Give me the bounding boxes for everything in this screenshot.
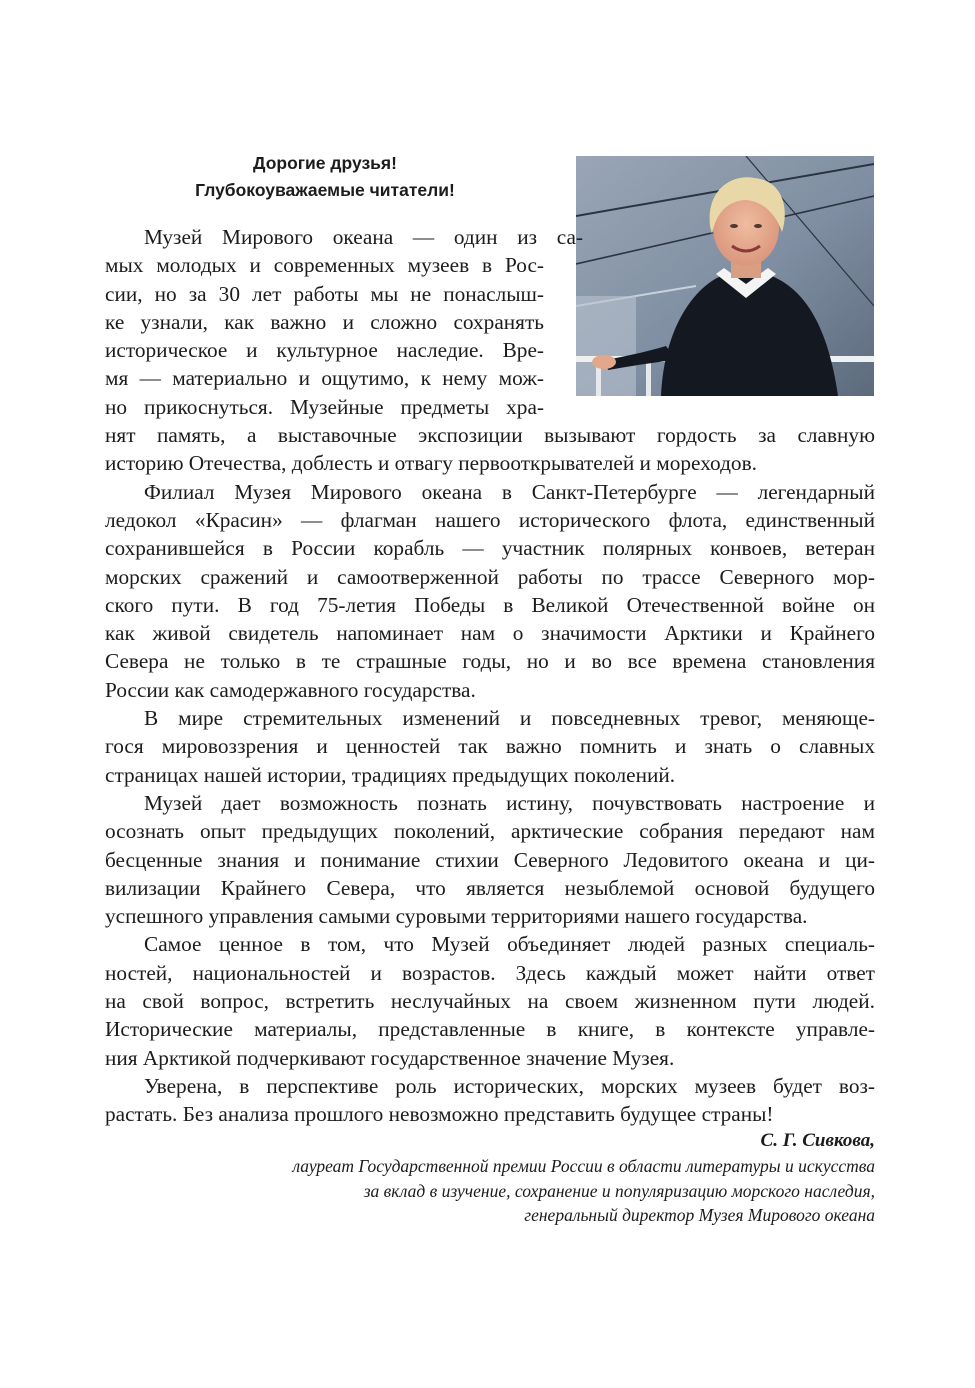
text-line: морских сражений и самоотверженной работы по трассе Северного мор- <box>105 564 875 589</box>
greeting-line-2: Глубокоуважаемые читатели! <box>195 180 455 200</box>
text-line: Исторические материалы, представленные в книге, в контексте управле- <box>105 1017 875 1042</box>
text-line: Музей дает возможность познать истину, почувствовать настроение и <box>144 790 875 815</box>
text-line: успешного управления самыми суровыми территориями нашего государства. <box>105 904 808 929</box>
text-line: ния Арктикой подчеркивают государственное значение Музея. <box>105 1045 675 1070</box>
signature-title-line: лауреат Государственной премии России в области литературы и искусства <box>292 1156 875 1176</box>
text-line: но прикоснуться. Музейные предметы хра- <box>105 394 544 419</box>
text-line: Филиал Музея Мирового океана в Санкт-Петербурге — легендарный <box>144 479 875 504</box>
text-line: вилизации Крайнего Севера, что является незыблемой основой будущего <box>105 875 875 900</box>
text-line: России как самодержавного государства. <box>105 677 476 702</box>
text-line: бесценные знания и понимание стихии Северного Ледовитого океана и ци- <box>105 847 875 872</box>
text-line: сии, но за 30 лет работы мы не понаслыш- <box>105 281 544 306</box>
letter-body <box>105 223 875 1129</box>
text-line: Уверена, в перспективе роль исторических, морских музеев будет воз- <box>144 1073 875 1098</box>
text-line: мя — материально и ощутимо, к нему мож- <box>105 366 544 391</box>
text-line: ледокол «Красин» — флагман нашего исторического флота, единственный <box>105 507 875 532</box>
text-line: историю Отечества, доблесть и отвагу первооткрывателей и мореходов. <box>105 451 757 476</box>
signature-title-line: за вклад в изучение, сохранение и популяризацию морского наследия, <box>363 1180 875 1201</box>
signature-title-line: генеральный директор Музея Мирового океана <box>524 1205 875 1225</box>
text-line: Самое ценное в том, что Музей объединяет людей разных специаль- <box>144 932 875 957</box>
signature-name: С. Г. Сивкова, <box>760 1130 875 1151</box>
text-line: осознать опыт предыдущих поколений, арктические собрания передают нам <box>105 819 875 844</box>
text-line: нят память, а выставочные экспозиции вызывают гордость за славную <box>105 423 875 448</box>
text-line: историческое и культурное наследие. Вре- <box>105 338 544 363</box>
signature-block <box>115 1128 875 1228</box>
greeting-heading <box>105 150 545 204</box>
text-line: гося мировоззрения и ценностей так важно помнить и знать о славных <box>105 734 875 759</box>
greeting-line-1: Дорогие друзья! <box>253 153 397 173</box>
text-line: ностей, национальностей и возрастов. Здесь каждый может найти ответ <box>105 960 875 985</box>
text-line: растать. Без анализа прошлого невозможно представить будущее страны! <box>105 1102 774 1127</box>
text-line: ского пути. В год 75-летия Победы в Великой Отечественной войне он <box>105 592 875 617</box>
text-line: Севера не только в те страшные годы, но и во все времена становления <box>105 649 875 674</box>
text-line: на свой вопрос, встретить неслучайных на своем жизненном пути людей. <box>105 989 875 1014</box>
text-line: мых молодых и современных музеев в Рос- <box>105 253 544 278</box>
text-line: страницах нашей истории, традициях предыдущих поколений. <box>105 762 676 787</box>
text-line: как живой свидетель напоминает нам о значимости Арктики и Крайнего <box>105 621 875 646</box>
text-line: сохранившейся в России корабль — участник полярных конвоев, ветеран <box>105 536 875 561</box>
text-line: ке узнали, как важно и сложно сохранять <box>105 309 544 334</box>
text-line: В мире стремительных изменений и повседневных тревог, меняюще- <box>144 706 875 731</box>
text-line: Музей Мирового океана — один из са- <box>144 225 583 249</box>
